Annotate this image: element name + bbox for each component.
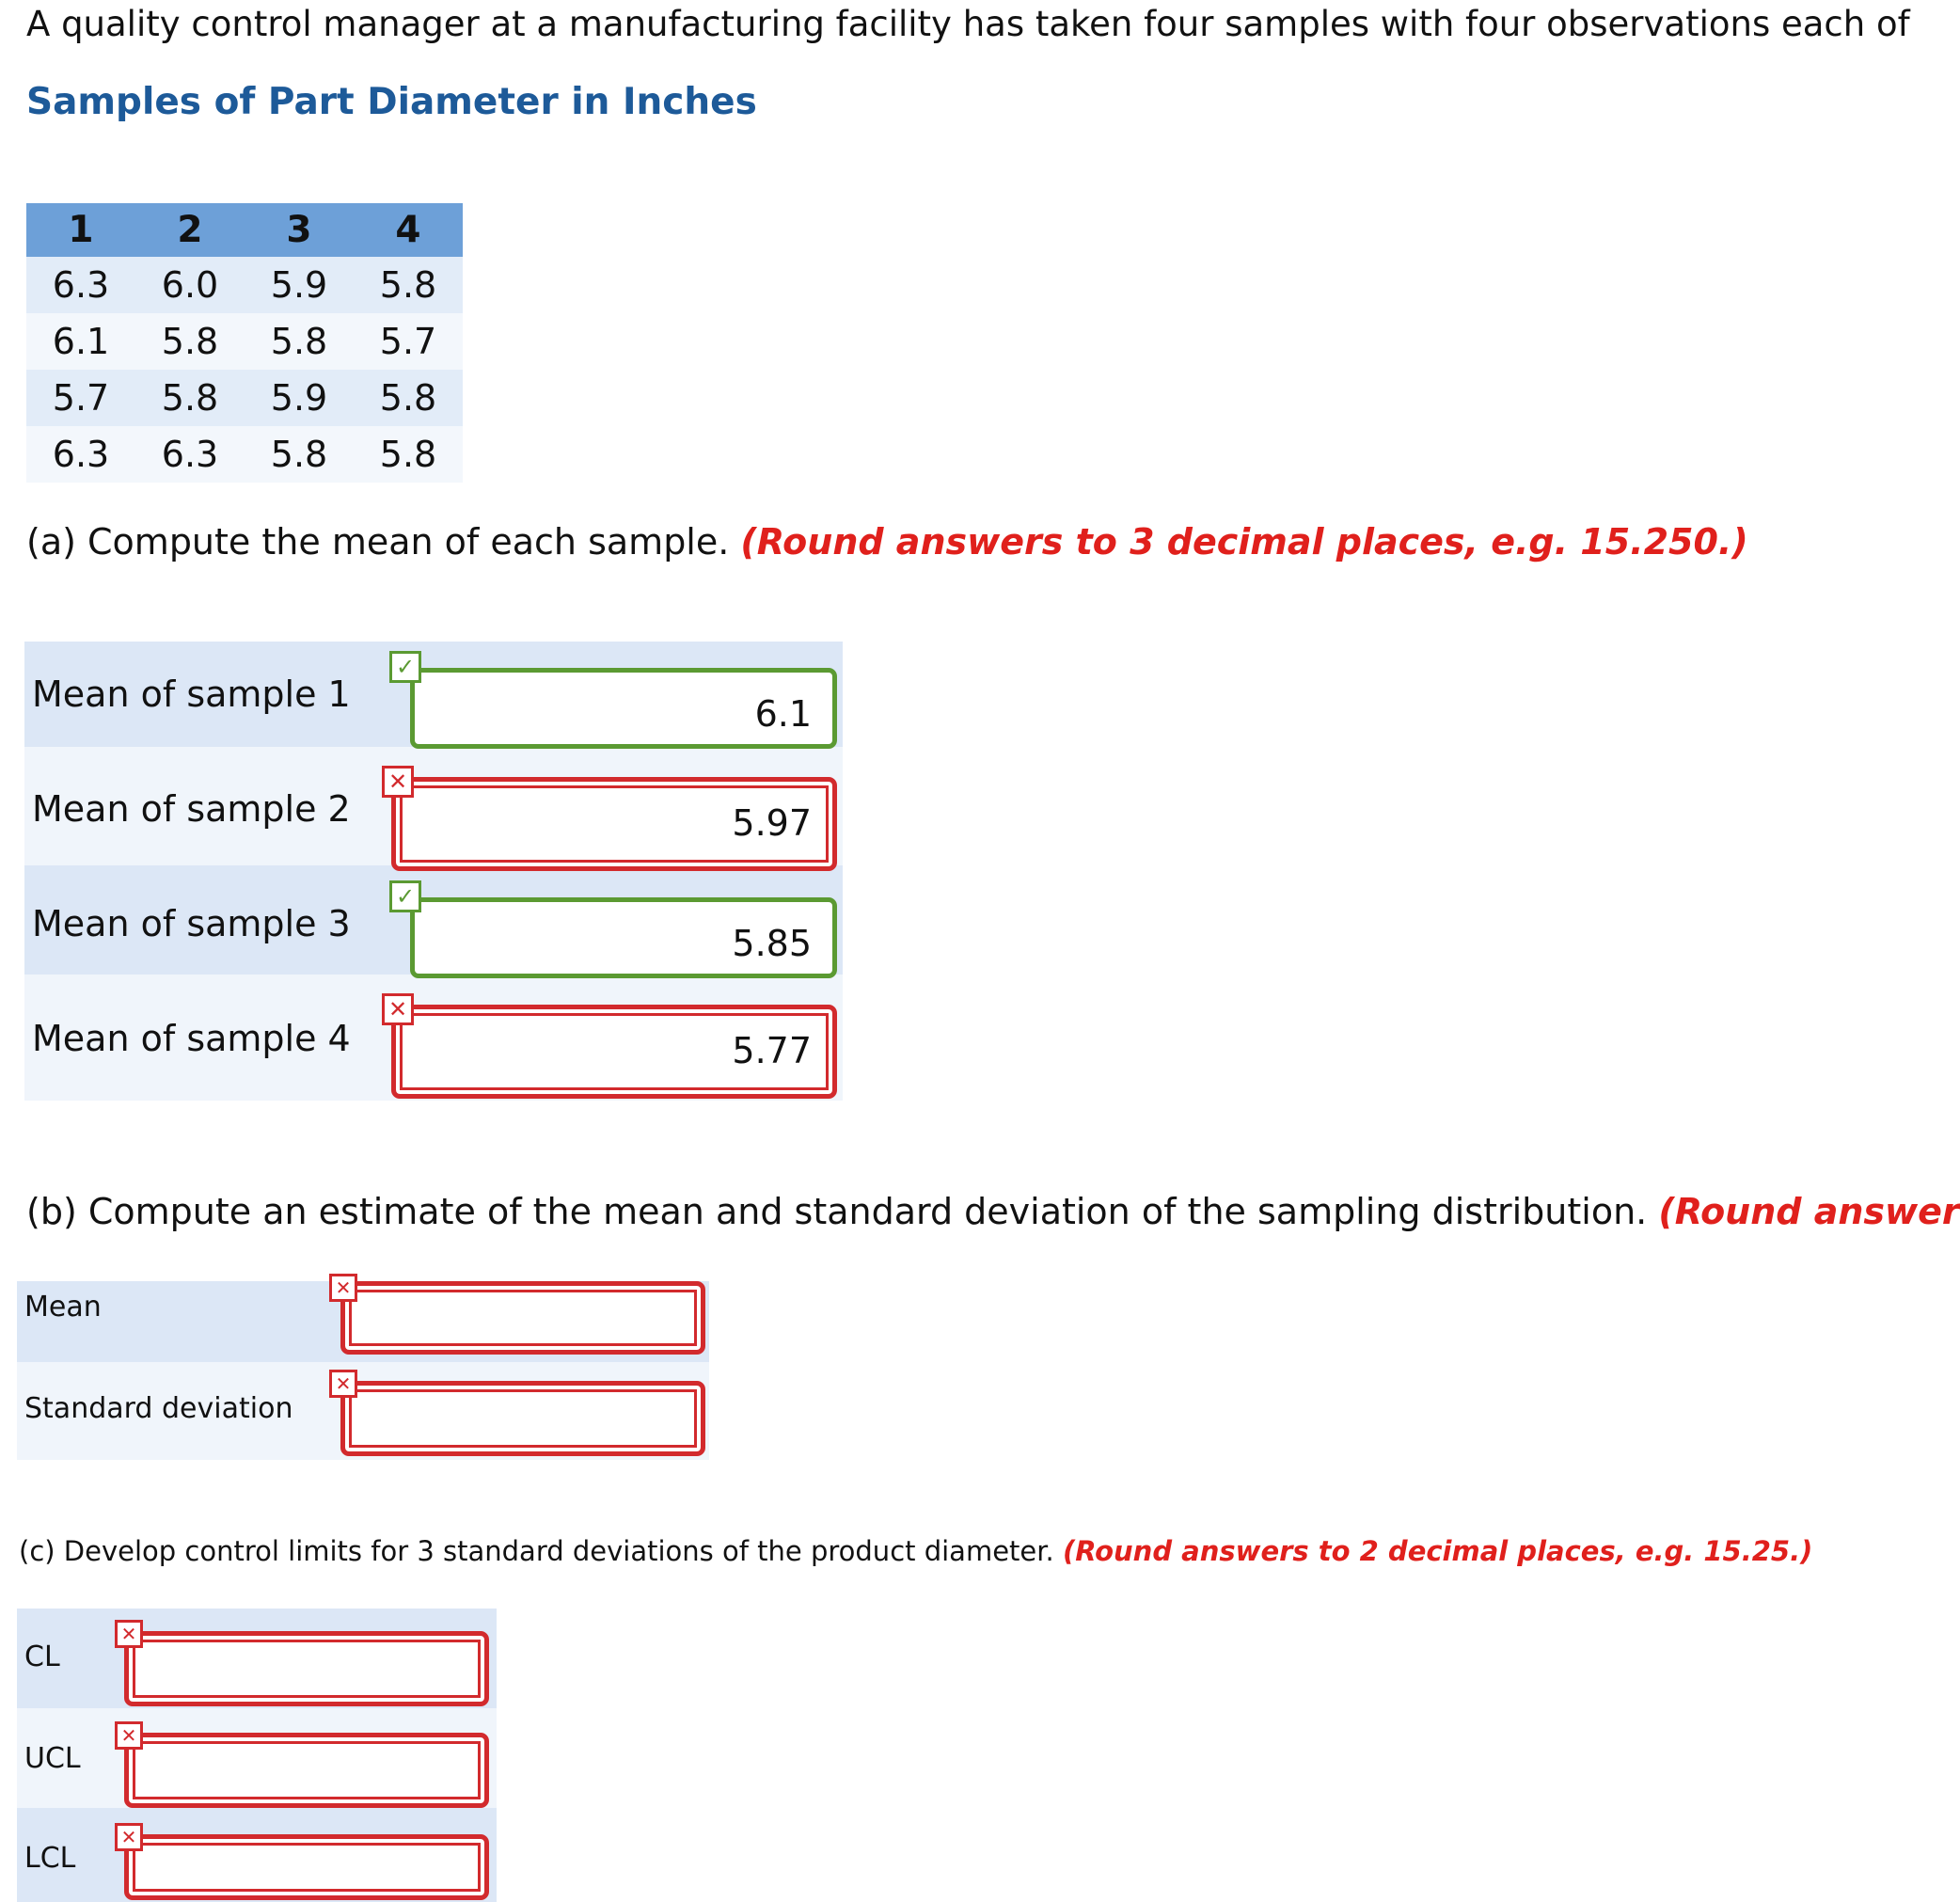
table-cell: 5.8: [354, 257, 463, 313]
table-cell: 6.3: [26, 426, 135, 483]
table-cell: 5.8: [245, 313, 354, 370]
x-mark-icon: ✕: [115, 1823, 143, 1851]
lcl-input[interactable]: [124, 1834, 489, 1900]
table-header-row: [26, 203, 463, 257]
cl-input[interactable]: [124, 1631, 489, 1706]
table-cell: 5.9: [245, 257, 354, 313]
part-b-rounding-instruction: (Round answer: [1658, 1191, 1960, 1232]
check-mark-icon: ✓: [389, 651, 421, 683]
x-mark-icon: ✕: [329, 1274, 357, 1302]
standard-deviation-input[interactable]: [340, 1381, 705, 1456]
lcl-label: LCL: [24, 1842, 76, 1875]
table-cell: 6.0: [135, 257, 245, 313]
mean-sample-1-input[interactable]: [410, 668, 837, 749]
mean-sample-1-value: 6.1: [754, 693, 812, 735]
x-mark-icon: ✕: [115, 1721, 143, 1750]
column-header: 1: [26, 203, 135, 257]
mean-sample-3-input[interactable]: [410, 897, 837, 978]
mean-label: Mean: [24, 1291, 102, 1323]
table-cell: 6.3: [135, 426, 245, 483]
part-b-question-text: (b) Compute an estimate of the mean and standard deviation of the sampling distribution.: [26, 1191, 1648, 1232]
ucl-label: UCL: [24, 1742, 81, 1775]
table-row: [26, 257, 463, 313]
table-cell: 6.1: [26, 313, 135, 370]
standard-deviation-label: Standard deviation: [24, 1392, 293, 1425]
x-mark-icon: ✕: [329, 1370, 357, 1398]
mean-sample-2-input[interactable]: [391, 777, 837, 871]
table-row: [26, 426, 463, 483]
x-mark-icon: ✕: [115, 1620, 143, 1648]
column-header: 4: [354, 203, 463, 257]
table-cell: 5.8: [354, 426, 463, 483]
part-b-question: [26, 1191, 1960, 1232]
mean-sample-1-label: Mean of sample 1: [32, 674, 351, 715]
mean-sample-3-label: Mean of sample 3: [32, 903, 351, 944]
table-cell: 5.8: [354, 370, 463, 426]
x-mark-icon: ✕: [382, 766, 414, 798]
check-mark-icon: ✓: [389, 880, 421, 912]
part-c-question: [19, 1535, 1812, 1567]
mean-sample-4-input[interactable]: [391, 1005, 837, 1099]
part-a-question: [26, 521, 1748, 563]
mean-sample-4-label: Mean of sample 4: [32, 1018, 351, 1059]
table-cell: 5.9: [245, 370, 354, 426]
table-title: Samples of Part Diameter in Inches: [26, 81, 757, 123]
mean-input[interactable]: [340, 1281, 705, 1355]
table-row: [26, 370, 463, 426]
table-cell: 6.3: [26, 257, 135, 313]
mean-sample-2-label: Mean of sample 2: [32, 788, 351, 830]
samples-table: [26, 203, 463, 483]
cl-label: CL: [24, 1640, 60, 1673]
mean-sample-2-value: 5.97: [732, 802, 812, 844]
table-cell: 5.8: [135, 370, 245, 426]
mean-sample-4-value: 5.77: [732, 1030, 812, 1071]
x-mark-icon: ✕: [382, 993, 414, 1025]
part-a-question-text: (a) Compute the mean of each sample.: [26, 521, 730, 563]
table-cell: 5.8: [245, 426, 354, 483]
part-c-rounding-instruction: (Round answers to 2 decimal places, e.g. 15.25.): [1062, 1535, 1813, 1567]
column-header: 3: [245, 203, 354, 257]
table-cell: 5.8: [135, 313, 245, 370]
part-a-rounding-instruction: (Round answers to 3 decimal places, e.g. 15.250.): [740, 521, 1748, 563]
column-header: 2: [135, 203, 245, 257]
table-cell: 5.7: [354, 313, 463, 370]
problem-intro-text: A quality control manager at a manufacturing facility has taken four samples with four observations each of: [26, 4, 1910, 44]
mean-sample-3-value: 5.85: [732, 923, 812, 964]
table-cell: 5.7: [26, 370, 135, 426]
part-c-question-text: (c) Develop control limits for 3 standard deviations of the product diameter.: [19, 1535, 1054, 1567]
ucl-input[interactable]: [124, 1733, 489, 1808]
table-row: [26, 313, 463, 370]
